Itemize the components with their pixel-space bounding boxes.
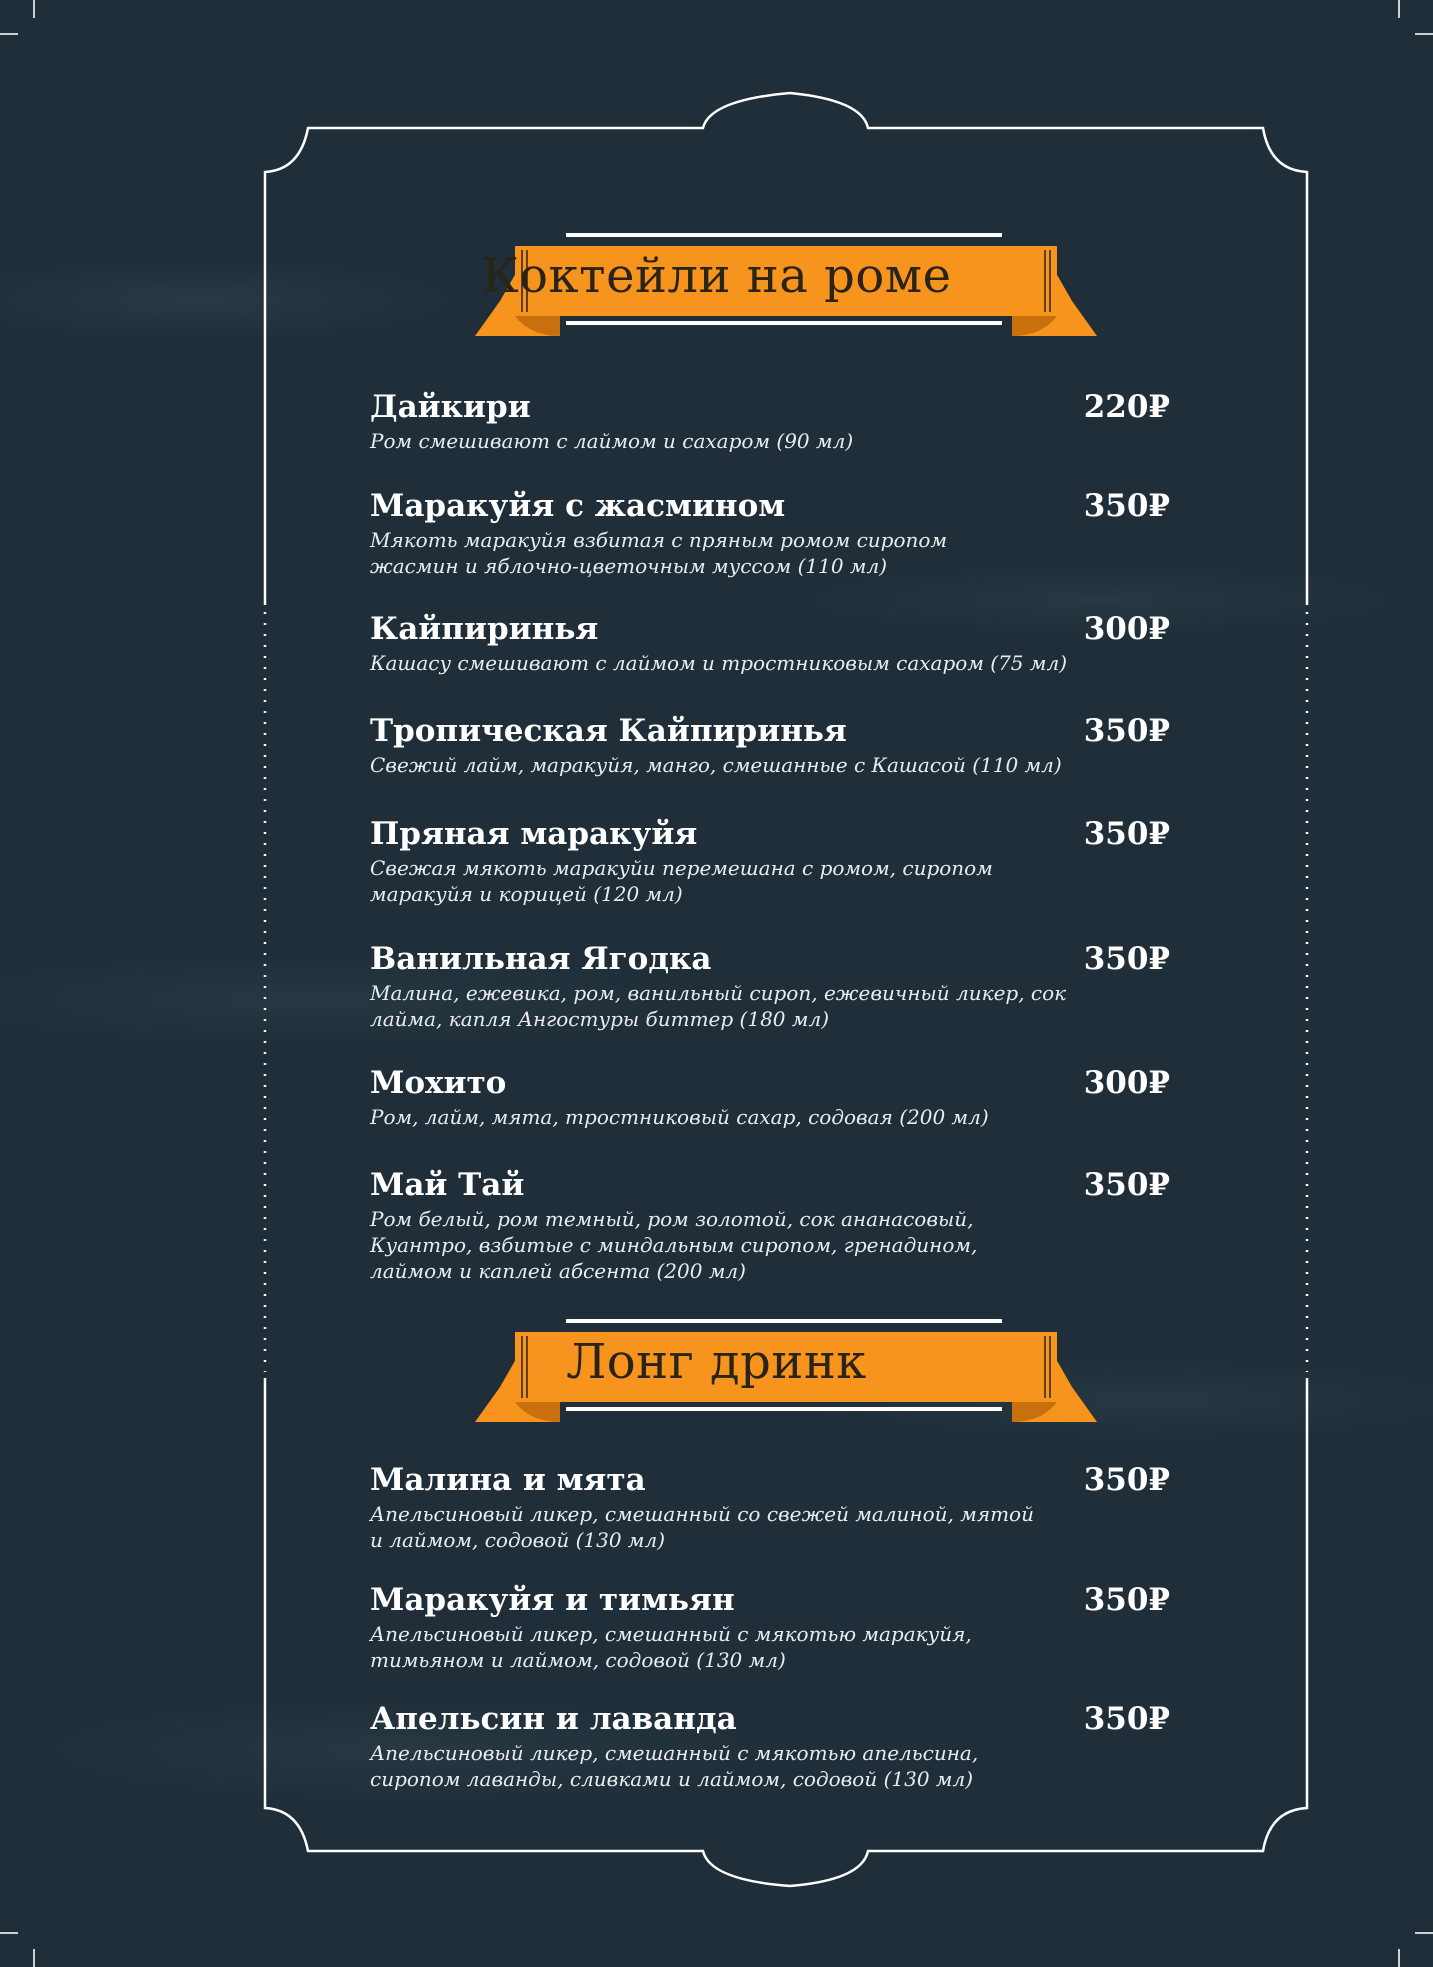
menu-item — [370, 712, 1170, 778]
section-title: Коктейли на роме — [481, 248, 952, 304]
item-name: Апельсин и лаванда — [370, 1701, 737, 1737]
item-description: Апельсиновый ликер, смешанный с мякотью апельсина, сиропом лаванды, сливками и лаймом, содовой (130 мл) — [370, 1741, 979, 1791]
item-price: 350₽ — [1083, 816, 1170, 852]
menu-item — [370, 610, 1170, 676]
item-price: 350₽ — [1083, 941, 1170, 977]
item-name: Кайпиринья — [370, 611, 599, 647]
item-description: Свежая мякоть маракуйи перемешана с ромом, сиропом маракуйя и корицей (120 мл) — [370, 856, 993, 906]
item-name: Пряная маракуйя — [370, 816, 698, 852]
item-description: Апельсиновый ликер, смешанный со свежей малиной, мятой и лаймом, содовой (130 мл) — [370, 1502, 1034, 1552]
item-name: Малина и мята — [370, 1462, 646, 1498]
menu-item — [370, 1166, 1170, 1284]
menu-item — [370, 1064, 1170, 1130]
menu-item — [370, 1581, 1170, 1673]
item-name: Тропическая Кайпиринья — [370, 713, 847, 749]
menu-item — [370, 1700, 1170, 1792]
item-description: Ром смешивают с лаймом и сахаром (90 мл) — [370, 429, 854, 453]
item-price: 350₽ — [1083, 488, 1170, 524]
section-banner — [0, 228, 1433, 348]
menu-item — [370, 1461, 1170, 1553]
section-banner — [0, 1314, 1433, 1434]
item-name: Май Тай — [370, 1167, 525, 1203]
item-name: Маракуйя с жасмином — [370, 488, 786, 524]
item-price: 350₽ — [1083, 1167, 1170, 1203]
menu-item — [370, 388, 1170, 454]
item-description: Ром белый, ром темный, ром золотой, сок ананасовый, Куантро, взбитые с миндальным сиропом, гренадином, лаймом и каплей абсента (200 мл) — [370, 1207, 978, 1283]
item-price: 350₽ — [1083, 1462, 1170, 1498]
menu-item — [370, 487, 1170, 579]
item-description: Мякоть маракуйя взбитая с пряным ромом сиропом жасмин и яблочно-цветочным муссом (110 мл) — [370, 528, 948, 578]
item-name: Маракуйя и тимьян — [370, 1582, 735, 1618]
menu-item — [370, 815, 1170, 907]
item-name: Мохито — [370, 1065, 507, 1101]
item-price: 350₽ — [1083, 1701, 1170, 1737]
item-price: 220₽ — [1083, 389, 1170, 425]
item-description: Малина, ежевика, ром, ванильный сироп, ежевичный ликер, сок лайма, капля Ангостуры биттер (180 мл) — [370, 981, 1067, 1031]
item-description: Свежий лайм, маракуйя, манго, смешанные с Кашасой (110 мл) — [370, 753, 1062, 777]
menu-item — [370, 940, 1170, 1032]
section-title: Лонг дринк — [566, 1334, 867, 1390]
item-price: 350₽ — [1083, 713, 1170, 749]
item-name: Ванильная Ягодка — [370, 941, 712, 977]
item-price: 300₽ — [1083, 1065, 1170, 1101]
item-description: Апельсиновый ликер, смешанный с мякотью маракуйя, тимьяном и лаймом, содовой (130 мл) — [370, 1622, 972, 1672]
item-description: Кашасу смешивают с лаймом и тростниковым сахаром (75 мл) — [370, 651, 1067, 675]
item-price: 350₽ — [1083, 1582, 1170, 1618]
item-description: Ром, лайм, мята, тростниковый сахар, содовая (200 мл) — [370, 1105, 989, 1129]
item-price: 300₽ — [1083, 611, 1170, 647]
item-name: Дайкири — [370, 389, 531, 425]
